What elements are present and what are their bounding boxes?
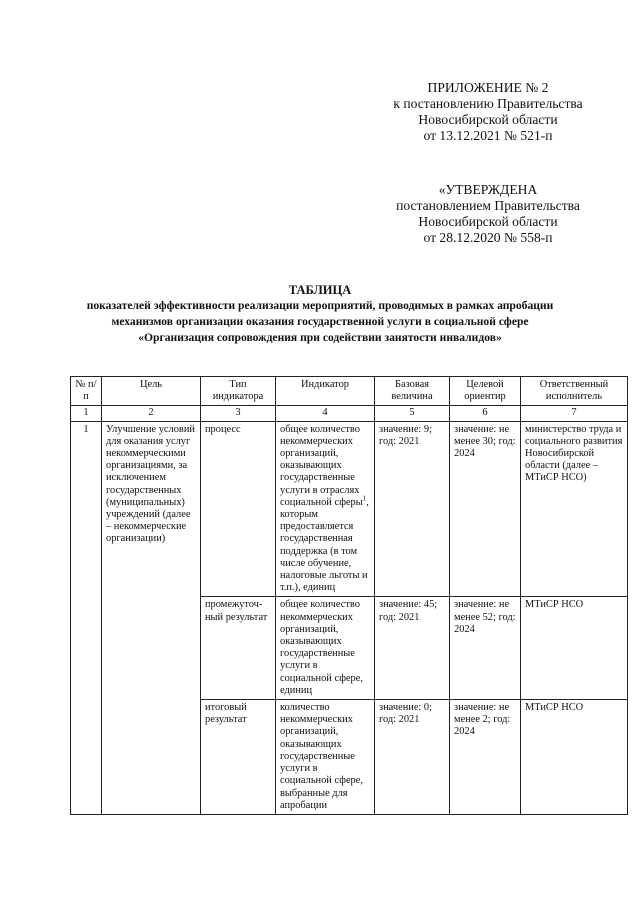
base-value-cell: значение: 0; год: 2021 [375, 700, 450, 815]
header-type: Тип индикатора [201, 377, 276, 406]
executor-cell: министерство труда и социального развития Новосибирской области (далее – МТиСР НСО) [521, 421, 628, 597]
table-header-row [71, 377, 628, 406]
appendix-block [368, 80, 608, 144]
col-number: 7 [521, 406, 628, 421]
title-heading: ТАБЛИЦА [288, 283, 352, 297]
approved-title: «УТВЕРЖДЕНА [438, 182, 538, 197]
col-number: 5 [375, 406, 450, 421]
row-number: 1 [71, 421, 102, 814]
header-executor: Ответственный исполнитель [521, 377, 628, 406]
target-value-cell: значение: не менее 2; год: 2024 [450, 700, 521, 815]
appendix-title: ПРИЛОЖЕНИЕ № 2 [427, 80, 549, 95]
header-indicator: Индикатор [276, 377, 375, 406]
title-line-3: «Организация сопровождения при содействии занятости инвалидов» [138, 331, 502, 344]
appendix-line-3: Новосибирской области [418, 112, 558, 127]
col-number: 1 [71, 406, 102, 421]
header-target: Целевой ориентир [450, 377, 521, 406]
col-number: 4 [276, 406, 375, 421]
goal-cell: Улучшение условий для оказания услуг некоммерческими организациями, за исключением государственных (муниципальных) учреждений (далее – некоммерческие организации) [102, 421, 201, 814]
indicator-cell: количество некоммерческих организаций, оказывающих государственные услуги в социальной сфере, выбранные для апробации [276, 700, 375, 815]
col-number: 6 [450, 406, 521, 421]
indicator-text: общее количество некоммерческих организаций, оказывающих государственные услуги в отраслях социальной сферы [280, 423, 363, 508]
appendix-line-2: к постановлению Правительства [393, 96, 583, 111]
approved-block [368, 182, 608, 246]
col-number: 3 [201, 406, 276, 421]
target-value-cell: значение: не менее 30; год: 2024 [450, 421, 521, 597]
header-goal: Цель [102, 377, 201, 406]
col-number: 2 [102, 406, 201, 421]
approved-line-2: постановлением Правительства [396, 198, 580, 213]
column-numbers-row [71, 406, 628, 421]
header-base: Базовая величина [375, 377, 450, 406]
appendix-line-4: от 13.12.2021 № 521-п [423, 128, 553, 143]
executor-cell: МТиСР НСО [521, 700, 628, 815]
indicator-cell: общее количество некоммерческих организаций, оказывающих государственные услуги в социальной сфере, единиц [276, 597, 375, 700]
approved-line-3: Новосибирской области [418, 214, 558, 229]
title-line-1: показателей эффективности реализации мероприятий, проводимых в рамках апробации [86, 299, 554, 312]
footnote-mark: 1 [362, 494, 367, 503]
executor-cell: МТиСР НСО [521, 597, 628, 700]
document-title [56, 282, 584, 346]
indicators-table [70, 376, 628, 815]
table-row [71, 421, 628, 597]
indicator-type-cell: процесс [201, 421, 276, 597]
indicator-cell [276, 421, 375, 597]
indicator-type-cell: промежуточ-ный результат [201, 597, 276, 700]
approved-line-4: от 28.12.2020 № 558-п [423, 230, 553, 245]
base-value-cell: значение: 45; год: 2021 [375, 597, 450, 700]
indicator-type-cell: итоговый результат [201, 700, 276, 815]
base-value-cell: значение: 9; год: 2021 [375, 421, 450, 597]
title-line-2: механизмов организации оказания государственной услуги в социальной сфере [111, 315, 529, 328]
target-value-cell: значение: не менее 52; год: 2024 [450, 597, 521, 700]
indicator-text-rest: , которым предоставляется государственная поддержка (в том числе обучение, налоговые льготы и т.п.), единиц [280, 496, 369, 594]
header-num: № п/п [71, 377, 102, 406]
